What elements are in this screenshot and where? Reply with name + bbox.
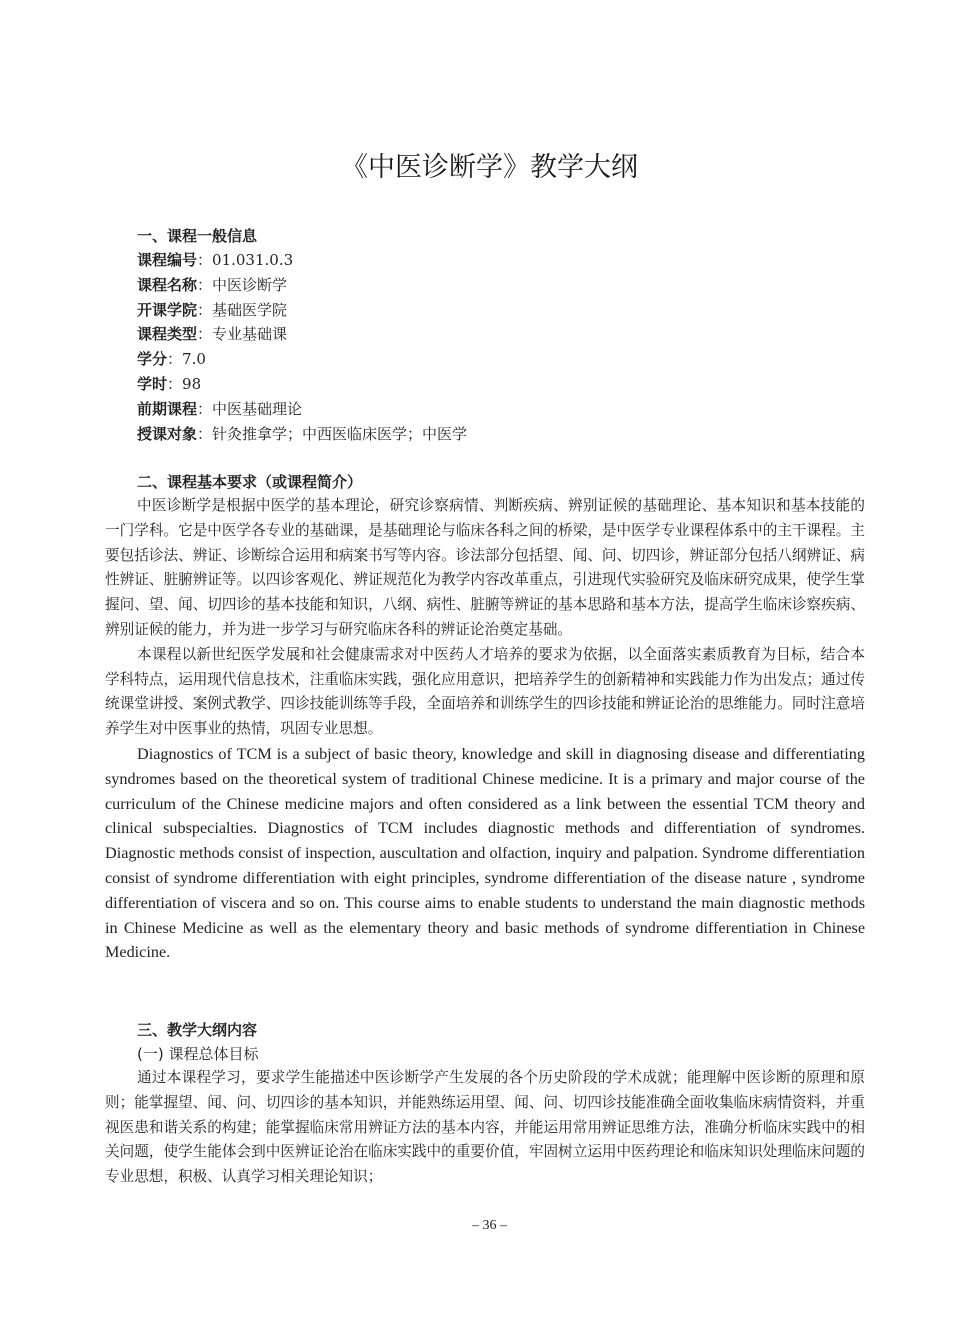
info-row-credits: 学分：7.0 — [137, 350, 206, 369]
subsection-heading: (一) 课程总体目标 — [137, 1045, 259, 1063]
info-row-course-type: 课程类型：专业基础课 — [137, 325, 288, 344]
document-title: 《中医诊断学》教学大纲 — [341, 152, 638, 183]
info-row-course-name: 课程名称：中医诊断学 — [137, 275, 288, 294]
section-heading-3: 三、教学大纲内容 — [137, 1021, 258, 1039]
course-info-section — [105, 224, 865, 446]
objectives-paragraph: 通过本课程学习，要求学生能描述中医诊断学产生发展的各个历史阶段的学术成就；能理解中医诊断的原理和原则；能掌握望、闻、问、切四诊的基本知识，并能熟练运用望、闻、问、切四诊技能准确全面收集临床病情资料，并重视医患和谐关系的构建；能掌握临床常用辨证方法的基本内容，并能运用常用辨证思维方法，准确分析临床实践中的相关问题，使学生能体会到中医辨证论治在临床实践中的重要价值，牢固树立运用中医药理论和临床知识处理临床问题的专业思想，积极、认真学习相关理论知识； — [105, 1069, 865, 1186]
course-requirements-section — [105, 470, 865, 965]
info-row-hours: 学时：98 — [137, 374, 202, 393]
intro-paragraph-2: 本课程以新世纪医学发展和社会健康需求对中医药人才培养的要求为依据，以全面落实素质教育为目标，结合本学科特点，运用现代信息技术，注重临床实践，强化应用意识，把培养学生的创新精神和实践能力作为出发点；通过传统课堂讲授、案例式教学、四诊技能训练等手段，全面培养和训练学生的四诊技能和辨证论治的思维能力。同时注意培养学生对中医事业的热情，巩固专业思想。 — [105, 645, 865, 738]
syllabus-content-section — [105, 1018, 865, 1190]
section-heading-1: 一、课程一般信息 — [137, 227, 258, 245]
info-row-audience: 授课对象：针灸推拿学；中西医临床医学；中医学 — [137, 424, 468, 443]
page-number: – 36 – — [472, 1218, 507, 1233]
info-row-college: 开课学院：基础医学院 — [137, 300, 288, 319]
info-row-course-code: 课程编号：01.031.0.3 — [137, 251, 294, 269]
intro-paragraph-english: Diagnostics of TCM is a subject of basic theory, knowledge and skill in diagnosing disease and differentiating syndromes based on the theoretical system of traditional Chinese medicine. It is a primary and major course of the curriculum of the Chinese medicine majors and often considered as a link between the essential TCM theory and clinical subspecialties. Diagnostics of TCM includes diagnostic methods and differentiation of syndromes. Diagnostic methods consist of inspection, auscultation and olfaction, inquiry and palpation. Syndrome differentiation consist of syndrome differentiation with eight principles, syndrome differentiation of the disease nature , syndrome differentiation of viscera and so on. This course aims to enable students to understand the main diagnostic methods in Chinese Medicine as well as the elementary theory and basic methods of syndrome differentiation in Chinese Medicine. — [105, 744, 865, 962]
info-row-prerequisite: 前期课程：中医基础理论 — [137, 399, 303, 418]
intro-paragraph-1: 中医诊断学是根据中医学的基本理论，研究诊察病情、判断疾病、辨别证候的基础理论、基本知识和基本技能的一门学科。它是中医学各专业的基础课，是基础理论与临床各科之间的桥梁，是中医学专业课程体系中的主干课程。主要包括诊法、辨证、诊断综合运用和病案书写等内容。诊法部分包括望、闻、问、切四诊，辨证部分包括八纲辨证、病性辨证、脏腑辨证等。以四诊客观化、辨证规范化为教学内容改革重点，引进现代实验研究及临床研究成果，使学生掌握问、望、闻、切四诊的基本技能和知识，八纲、病性、脏腑等辨证的基本思路和基本方法，提高学生临床诊察疾病、辨别证候的能力，并为进一步学习与研究临床各科的辨证论治奠定基础。 — [105, 497, 865, 638]
section-heading-2: 二、课程基本要求（或课程简介） — [137, 473, 363, 491]
